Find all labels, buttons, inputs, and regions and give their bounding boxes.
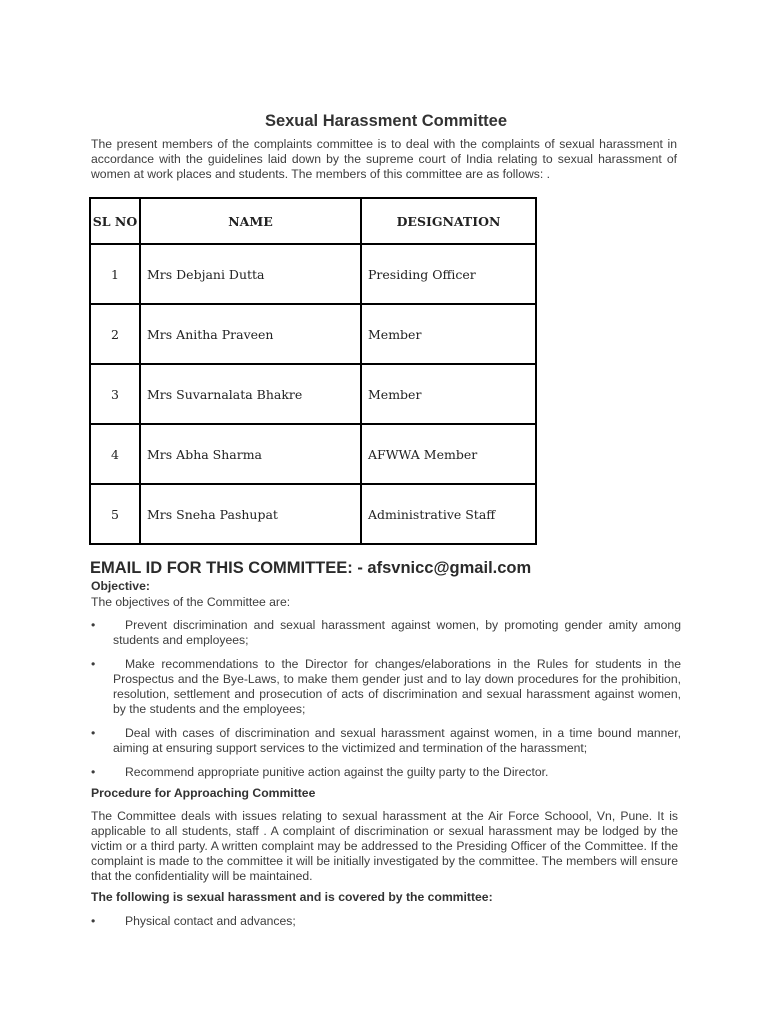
list-item-text: Physical contact and advances; [125, 914, 296, 928]
table-row [90, 484, 536, 544]
page-title: Sexual Harassment Committee [264, 112, 508, 130]
cell-name: Mrs Suvarnalata Bhakre [140, 364, 361, 424]
table-row [90, 244, 536, 304]
objectives-list [91, 618, 681, 789]
objective-intro: The objectives of the Committee are: [91, 595, 291, 609]
objective-heading: Objective: [91, 579, 150, 593]
procedure-paragraph: The Committee deals with issues relating to sexual harassment at the Air Force Schoool, Vn, Pune. It is applicable to all students, staff . A complaint of discrimination or sexual harassment may be lodged by the victim or a third party. A written complaint may be addressed to the Presiding Officer of the Committee. If the complaint is made to the committee it will be initially investigated by the committee. The members will ensure that the confidentiality will be maintained. [91, 809, 678, 883]
header-designation: DESIGNATION [361, 198, 536, 244]
cell-designation: Presiding Officer [361, 244, 536, 304]
table-row [90, 364, 536, 424]
cell-designation: Member [361, 304, 536, 364]
cell-designation: Member [361, 364, 536, 424]
list-item-text: Deal with cases of discrimination and sexual harassment against women, in a time bound manner, aiming at ensuring support services to the victimized and termination of the harassment; [113, 726, 681, 755]
committee-members-table [89, 197, 537, 545]
table-row [90, 304, 536, 364]
list-item-text: Recommend appropriate punitive action against the guilty party to the Director. [125, 765, 549, 779]
table-header-row [90, 198, 536, 244]
cell-name: Mrs Abha Sharma [140, 424, 361, 484]
covered-heading: The following is sexual harassment and is covered by the committee: [91, 890, 493, 904]
cell-sl: 2 [90, 304, 140, 364]
header-sl-no: SL NO [90, 198, 140, 244]
list-item-text: Make recommendations to the Director for changes/elaborations in the Rules for students in the Prospectus and the Bye-Laws, to make them gender just and to lay down procedures for the prohibition, resolution, settlement and prosecution of acts of discrimination and sexual harassment against women, by the students and the employees; [113, 657, 681, 716]
cell-designation: Administrative Staff [361, 484, 536, 544]
bullet-icon: • [91, 726, 96, 740]
list-item [91, 618, 681, 648]
cell-sl: 1 [90, 244, 140, 304]
bullet-icon: • [91, 657, 96, 671]
cell-sl: 3 [90, 364, 140, 424]
bullet-icon: • [91, 765, 96, 779]
cell-name: Mrs Debjani Dutta [140, 244, 361, 304]
list-item [91, 657, 681, 717]
procedure-heading: Procedure for Approaching Committee [91, 786, 316, 800]
covered-list [91, 914, 681, 929]
list-item [91, 765, 681, 780]
committee-email-heading: EMAIL ID FOR THIS COMMITTEE: - afsvnicc@gmail.com [90, 559, 532, 577]
list-item [91, 914, 681, 929]
bullet-icon: • [91, 914, 96, 928]
list-item [91, 726, 681, 756]
bullet-icon: • [91, 618, 96, 632]
intro-paragraph: The present members of the complaints committee is to deal with the complaints of sexual harassment in accordance with the guidelines laid down by the supreme court of India relating to sexual harassment of women at work places and students. The members of this committee are as follows: . [91, 137, 677, 181]
cell-name: Mrs Sneha Pashupat [140, 484, 361, 544]
cell-sl: 5 [90, 484, 140, 544]
list-item-text: Prevent discrimination and sexual harassment against women, by promoting gender amity among students and employees; [113, 618, 681, 647]
cell-sl: 4 [90, 424, 140, 484]
cell-name: Mrs Anitha Praveen [140, 304, 361, 364]
cell-designation: AFWWA Member [361, 424, 536, 484]
table-row [90, 424, 536, 484]
header-name: NAME [140, 198, 361, 244]
